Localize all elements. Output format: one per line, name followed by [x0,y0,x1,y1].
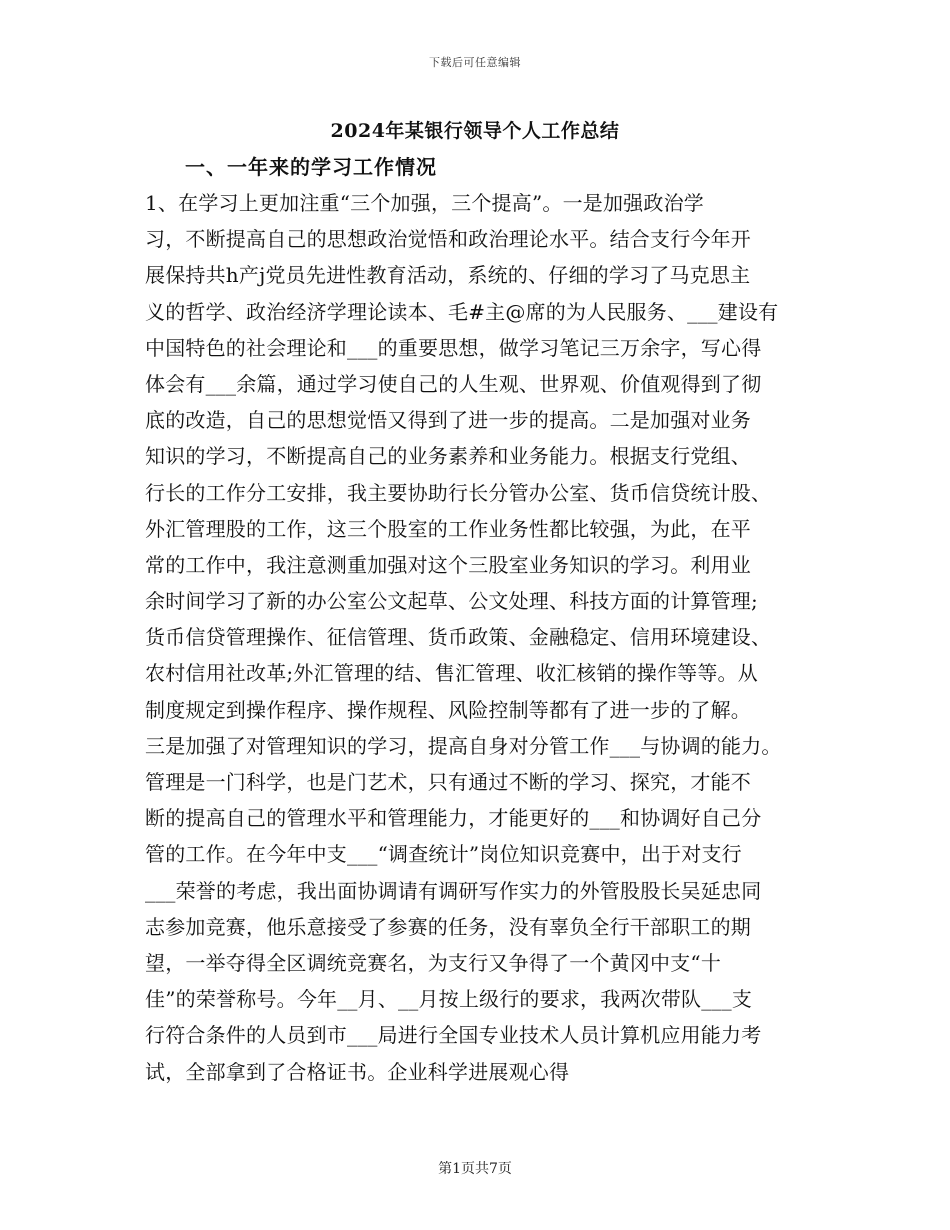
paragraph-line: 行长的工作分工安排，我主要协助行长分管办公室、货币信贷统计股、 [145,480,772,505]
paragraph-line: 佳”的荣誉称号。今年__月、__月按上级行的要求，我两次带队___支 [145,987,753,1012]
paragraph-line: 货币信贷管理操作、征信管理、货币政策、金融稳定、信用环境建设、 [145,625,772,650]
paragraph-line: ___荣誉的考虑，我出面协调请有调研写作实力的外管股股长吴延忠同 [145,878,762,903]
paragraph-line: 外汇管理股的工作，这三个股室的工作业务性都比较强，为此，在平 [145,516,751,541]
body-paragraph [145,185,825,1090]
paragraph-line: 知识的学习，不断提高自己的业务素养和业务能力。根据支行党组、 [145,444,751,469]
paragraph-line: 农村信用社改革;外汇管理的结、售汇管理、收汇核销的操作等等。从 [145,661,758,686]
paragraph-line: 管理是一门科学，也是门艺术，只有通过不断的学习、探究，才能不 [145,770,751,794]
paragraph-line: 习，不断提高自己的思想政治觉悟和政治理论水平。结合支行今年开 [145,227,751,252]
page-number: 第1页共7页 [438,1161,512,1177]
paragraph-line: 底的改造，自己的思想觉悟又得到了进一步的提高。二是加强对业务 [145,408,751,433]
paragraph-line: 中国特色的社会理论和___的重要思想，做学习笔记三万余字，写心得 [145,335,762,360]
paragraph-line: 三是加强了对管理知识的学习，提高自身对分管工作___与协调的能力。 [145,733,782,758]
paragraph-line: 1、在学习上更加注重“三个加强，三个提高”。一是加强政治学 [145,191,704,215]
paragraph-line: 行符合条件的人员到市___局进行全国专业技术人员计算机应用能力考 [145,1023,762,1048]
document-title: 2024年某银行领导个人工作总结 [330,120,620,142]
paragraph-line: 制度规定到操作程序、操作规程、风险控制等都有了进一步的了解。 [145,697,751,722]
paragraph-line: 余时间学习了新的办公室公文起草、公文处理、科技方面的计算管理; [145,589,758,614]
paragraph-line: 断的提高自己的管理水平和管理能力，才能更好的___和协调好自己分 [145,806,762,831]
page-header-note: 下载后可任意编辑 [429,56,521,69]
paragraph-line: 展保持共h产j党员先进性教育活动，系统的、仔细的学习了马克思主 [145,263,751,288]
section-heading: 一、一年来的学习工作情况 [185,155,437,179]
paragraph-line: 望，一举夺得全区调统竞赛名，为支行又争得了一个黄冈中支“十 [145,950,722,975]
paragraph-line: 志参加竞赛，他乐意接受了参赛的任务，没有辜负全行干部职工的期 [145,914,751,939]
paragraph-line: 试，全部拿到了合格证书。企业科学进展观心得 [145,1059,570,1084]
paragraph-line: 管的工作。在今年中支___“调查统计”岗位知识竞赛中，出于对支行 [145,842,742,867]
paragraph-line: 义的哲学、政治经济学理论读本、毛#主@席的为人民服务、___建设有 [145,299,779,324]
paragraph-line: 常的工作中，我注意测重加强对这个三股室业务知识的学习。利用业 [145,552,751,577]
paragraph-line: 体会有___余篇，通过学习使自己的人生观、世界观、价值观得到了彻 [145,371,762,396]
